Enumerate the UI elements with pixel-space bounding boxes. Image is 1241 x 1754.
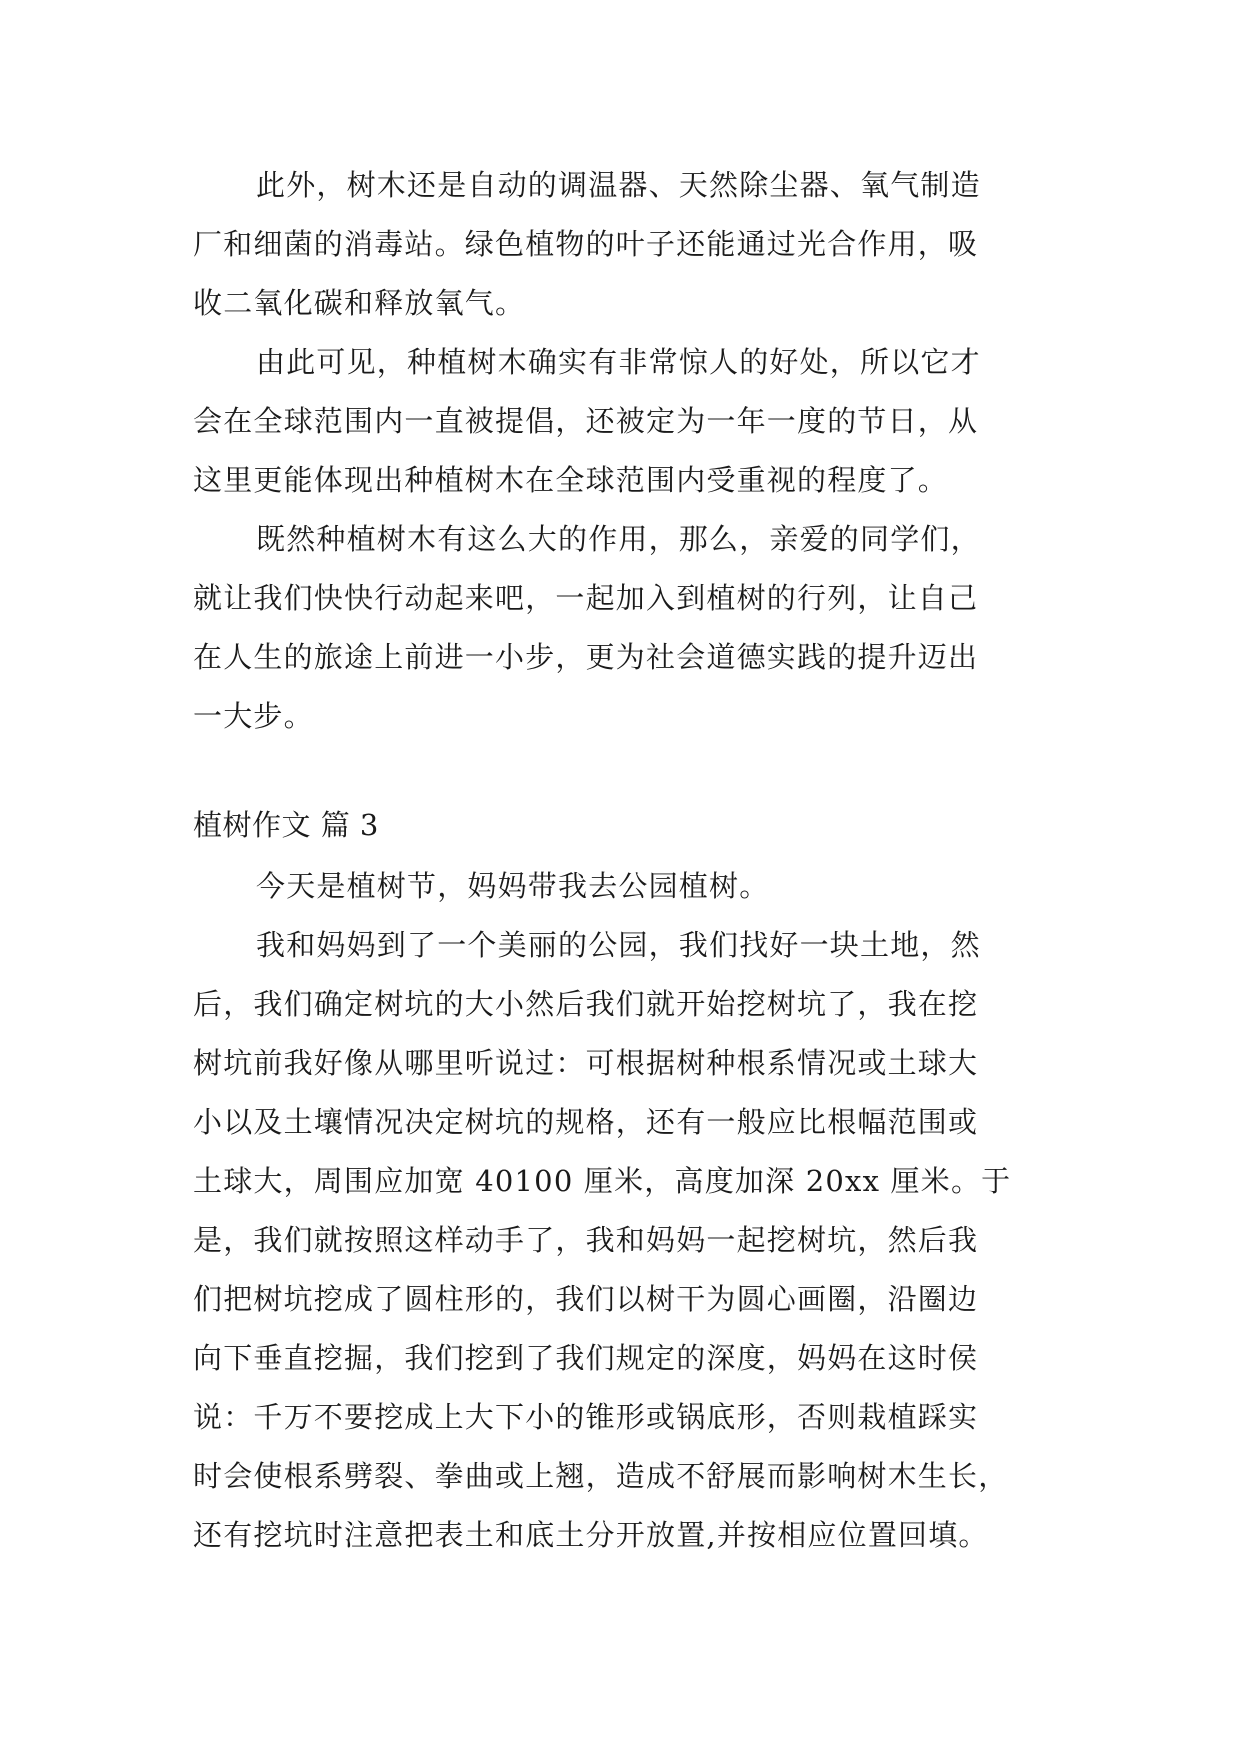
paragraph-line: 这里更能体现出种植树木在全球范围内受重视的程度了。 xyxy=(193,463,949,497)
paragraph-line: 树坑前我好像从哪里听说过：可根据树种根系情况或土球大 xyxy=(193,1046,979,1080)
paragraph-line: 时会使根系劈裂、拳曲或上翘，造成不舒展而影响树木生长， xyxy=(193,1459,1009,1493)
paragraph-line: 们把树坑挖成了圆柱形的，我们以树干为圆心画圈，沿圈边 xyxy=(193,1282,979,1316)
paragraph-line: 我和妈妈到了一个美丽的公园，我们找好一块土地，然 xyxy=(256,928,981,962)
paragraph-line: 小以及土壤情况决定树坑的规格，还有一般应比根幅范围或 xyxy=(193,1105,979,1139)
paragraph-line: 就让我们快快行动起来吧，一起加入到植树的行列，让自己 xyxy=(193,581,979,615)
paragraph-line: 会在全球范围内一直被提倡，还被定为一年一度的节日，从 xyxy=(193,404,979,438)
paragraph-line: 说：千万不要挖成上大下小的锥形或锅底形，否则栽植踩实 xyxy=(193,1400,979,1434)
paragraph-line: 是，我们就按照这样动手了，我和妈妈一起挖树坑，然后我 xyxy=(193,1223,979,1257)
section-heading: 植树作文 篇 3 xyxy=(193,808,379,842)
paragraph-line: 土球大，周围应加宽 40100 厘米，高度加深 20xx 厘米。于 xyxy=(193,1164,1012,1198)
paragraph-line: 厂和细菌的消毒站。绿色植物的叶子还能通过光合作用，吸 xyxy=(193,227,979,261)
paragraph-line: 还有挖坑时注意把表土和底土分开放置,并按相应位置回填。 xyxy=(193,1518,989,1552)
paragraph-line: 既然种植树木有这么大的作用，那么，亲爱的同学们， xyxy=(256,522,981,556)
paragraph-line: 一大步。 xyxy=(193,699,314,733)
paragraph-line: 今天是植树节，妈妈带我去公园植树。 xyxy=(256,869,770,903)
paragraph-line: 在人生的旅途上前进一小步，更为社会道德实践的提升迈出 xyxy=(193,640,979,674)
paragraph-line: 后，我们确定树坑的大小然后我们就开始挖树坑了，我在挖 xyxy=(193,987,979,1021)
paragraph-line: 收二氧化碳和释放氧气。 xyxy=(193,286,526,320)
paragraph-line: 向下垂直挖掘，我们挖到了我们规定的深度，妈妈在这时侯 xyxy=(193,1341,979,1375)
paragraph-line: 此外，树木还是自动的调温器、天然除尘器、氧气制造 xyxy=(256,168,981,202)
paragraph-line: 由此可见，种植树木确实有非常惊人的好处，所以它才 xyxy=(256,345,981,379)
